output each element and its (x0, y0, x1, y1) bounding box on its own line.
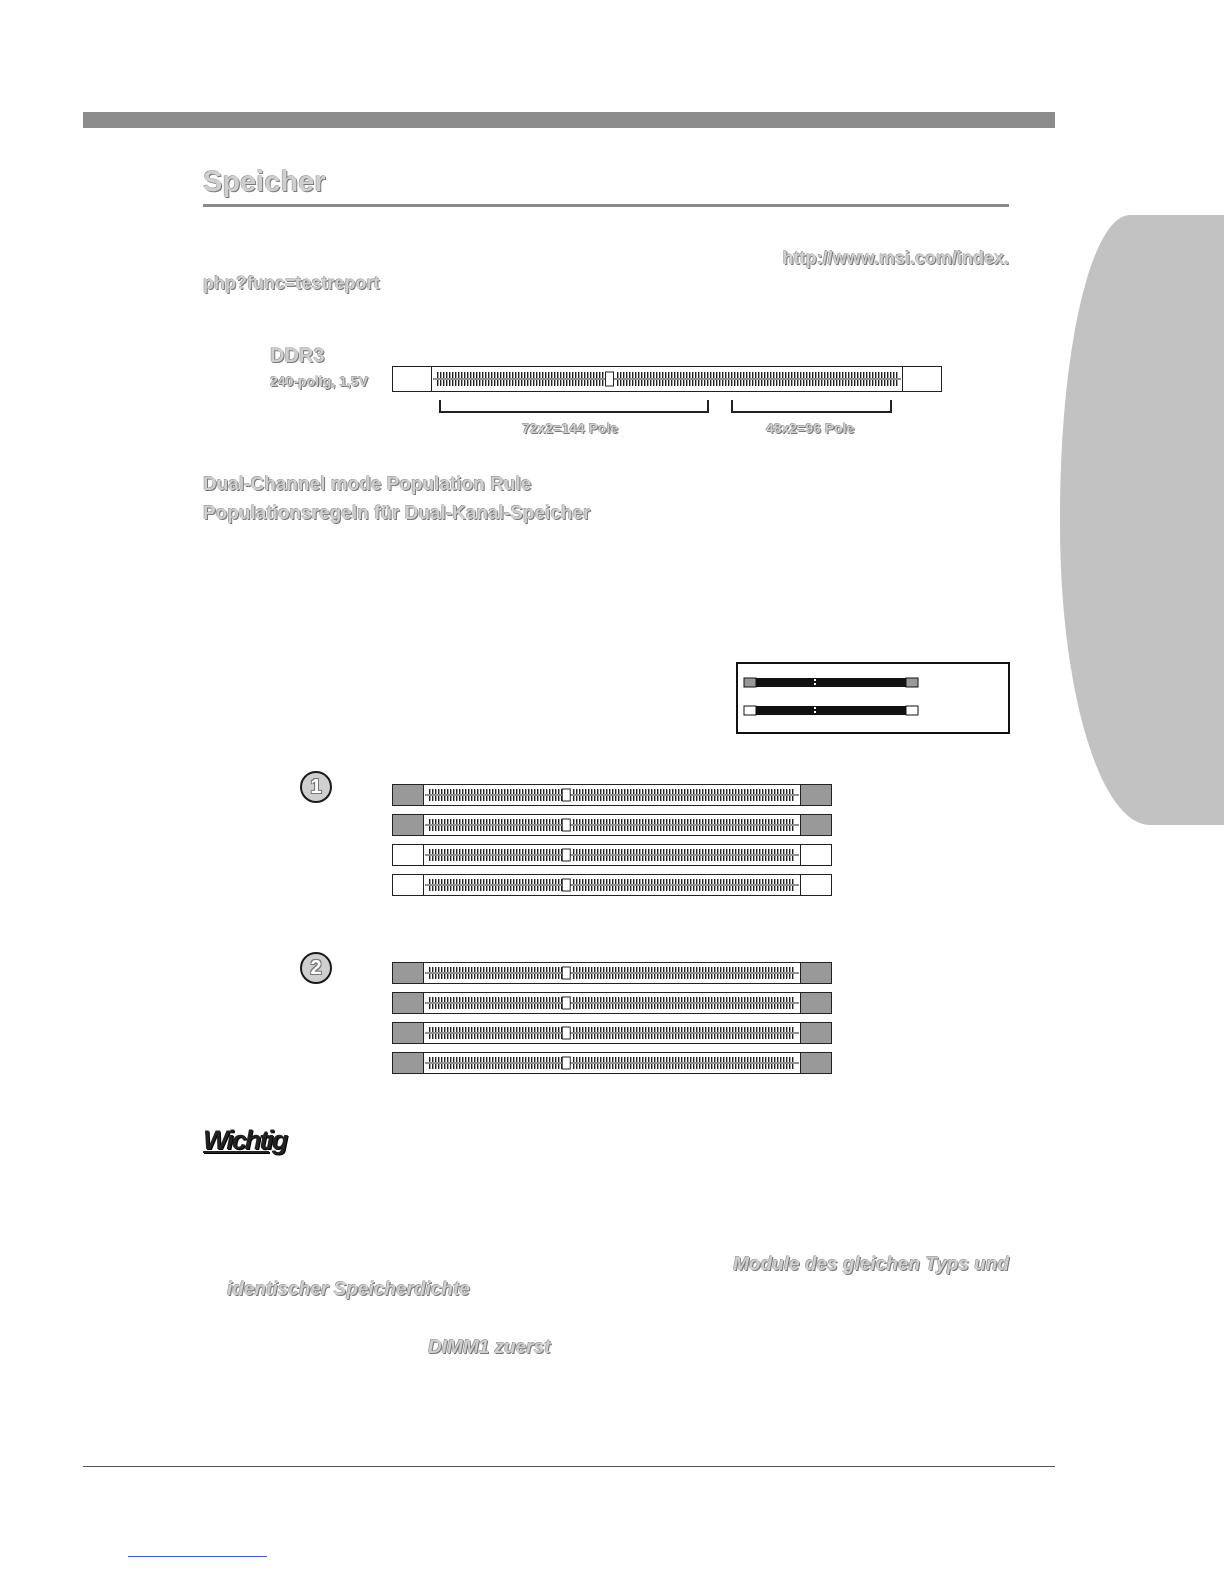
footer-link-underline (128, 1556, 267, 1557)
important-emphasis-1a: Module des gleichen Typs und (733, 1254, 1009, 1275)
ddr-type-label: DDR3 (270, 345, 325, 367)
dimm-slot-1-installed (393, 963, 832, 984)
dimm-slot-3-installed (393, 1023, 832, 1044)
step-2-slots (392, 962, 834, 1076)
ddr3-slot-illustration (392, 366, 942, 396)
test-report-link-line1[interactable]: http://www.msi.com/index. (782, 248, 1009, 268)
dimm-slot-3-empty (393, 845, 832, 866)
left-pin-count: 72x2=144 Pole (522, 420, 619, 436)
ddr3-slot (393, 367, 942, 392)
footer-rule (83, 1466, 1055, 1467)
ddr3-module-diagram (392, 366, 942, 396)
legend-installed-module (744, 678, 918, 687)
step-1-badge: 1 (300, 771, 332, 803)
header-bar (83, 112, 1055, 128)
step-1-slot-group (392, 784, 834, 898)
legend-box (736, 662, 1010, 734)
dimm-slot-2-installed (393, 993, 832, 1014)
step-2-badge: 2 (300, 952, 332, 984)
important-heading: Wichtig (203, 1125, 287, 1155)
dimm-slot-2-installed (393, 815, 832, 836)
ddr-spec-label: 240-polig, 1,5V (270, 373, 369, 389)
important-emphasis-1b: identischer Speicherdichte (227, 1279, 470, 1300)
dual-channel-title-de: Populationsregeln für Dual-Kanal-Speicher (203, 503, 591, 524)
step-2-slot-group (392, 962, 834, 1076)
pin-brackets (438, 398, 898, 418)
dimm-slot-4-installed (393, 1053, 832, 1074)
dual-channel-title-en: Dual-Channel mode Population Rule (203, 474, 532, 495)
bracket-right (732, 400, 891, 412)
dimm-slot-1-installed (393, 785, 832, 806)
chapter-side-tab (1060, 215, 1224, 825)
bracket-left (440, 400, 708, 412)
right-pin-count: 48x2=96 Pole (766, 420, 855, 436)
dimm-slot-4-empty (393, 875, 832, 896)
step-1-slots (392, 784, 834, 898)
title-underline (203, 204, 1009, 207)
important-emphasis-2: DIMM1 zuerst (428, 1337, 551, 1358)
test-report-link-line2[interactable]: php?func=testreport (203, 273, 380, 293)
legend-empty-module (744, 706, 918, 715)
page-title: Speicher (203, 166, 326, 198)
